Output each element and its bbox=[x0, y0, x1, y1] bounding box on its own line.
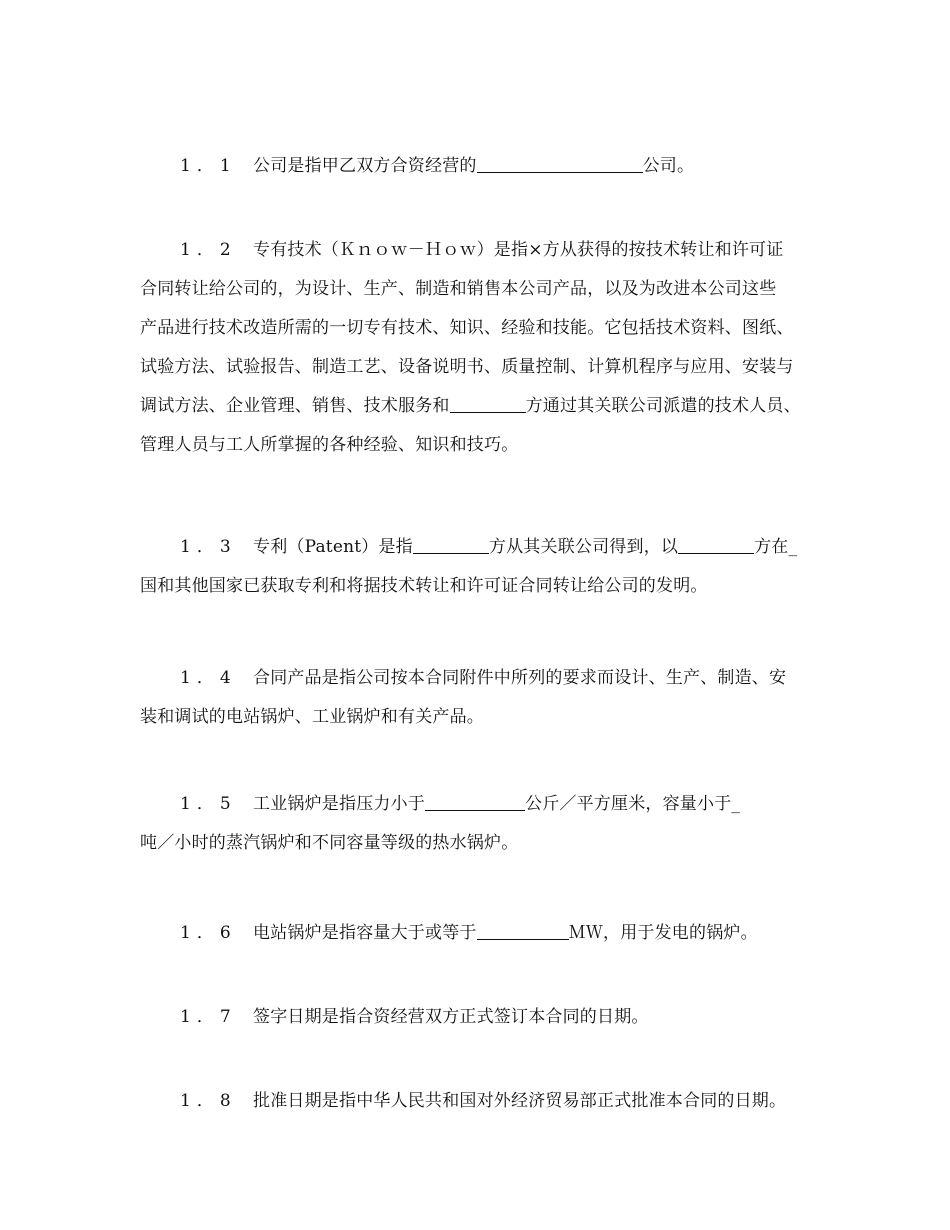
clause-1-2 bbox=[140, 231, 830, 465]
clause-text: 签字日期是指合资经营双方正式签订本合同的日期。 bbox=[253, 1007, 649, 1027]
clause-line bbox=[140, 824, 830, 863]
clause-text: 工业锅炉是指压力小于 bbox=[253, 794, 425, 814]
clause-text: 装和调试的电站锅炉、工业锅炉和有关产品。 bbox=[140, 707, 484, 727]
clause-text: 方在_ bbox=[754, 537, 798, 557]
clause-text: 专有技术（Ｋｎｏｗ－Ｈｏｗ）是指×方从获得的按技术转让和许可证 bbox=[253, 240, 784, 260]
fill-in-blank bbox=[477, 152, 643, 173]
clause-line bbox=[140, 698, 830, 737]
clause-line bbox=[140, 231, 830, 270]
clause-text: 专利（Patent）是指 bbox=[253, 537, 413, 557]
clause-text: 试验方法、试验报告、制造工艺、设备说明书、质量控制、计算机程序与应用、安装与 bbox=[140, 357, 794, 377]
fill-in-blank bbox=[678, 533, 754, 554]
clause-text: 方从其关联公司得到，以 bbox=[488, 537, 679, 557]
clause-line bbox=[140, 387, 830, 426]
clause-line bbox=[140, 309, 830, 348]
clause-text: 调试方法、企业管理、销售、技术服务和 bbox=[140, 396, 450, 416]
clause-text: 公司。 bbox=[642, 156, 695, 176]
clause-line bbox=[140, 426, 830, 465]
clause-text: 合同产品是指公司按本合同附件中所列的要求而设计、生产、制造、安 bbox=[253, 668, 787, 688]
clause-text: 国和其他国家已获取专利和将据技术转让和许可证合同转让给公司的发明。 bbox=[140, 576, 708, 596]
clause-number: 1．1 bbox=[180, 156, 237, 176]
clause-line bbox=[140, 348, 830, 387]
clause-number: 1．2 bbox=[180, 240, 237, 260]
clause-text: ＭＷ，用于发电的锅炉。 bbox=[568, 923, 758, 943]
clause-line bbox=[140, 1082, 830, 1121]
clause-text: 批准日期是指中华人民共和国对外经济贸易部正式批准本合同的日期。 bbox=[253, 1091, 787, 1111]
clause-text: 公司是指甲乙双方合资经营的 bbox=[253, 156, 477, 176]
clause-text: 方通过其关联公司派遣的技术人员、 bbox=[525, 396, 801, 416]
clause-text: 合同转让给公司的，为设计、生产、制造和销售本公司产品，以及为改进本公司这些 bbox=[140, 279, 777, 299]
clause-number: 1．7 bbox=[180, 1007, 237, 1027]
clause-line bbox=[140, 528, 830, 567]
clause-1-4 bbox=[140, 659, 830, 737]
clause-number: 1．5 bbox=[180, 794, 237, 814]
clause-text: 吨／小时的蒸汽锅炉和不同容量等级的热水锅炉。 bbox=[140, 833, 519, 853]
fill-in-blank bbox=[477, 919, 569, 940]
clause-1-6 bbox=[140, 914, 830, 953]
clause-line bbox=[140, 998, 830, 1037]
clause-1-8 bbox=[140, 1082, 830, 1121]
clause-1-7 bbox=[140, 998, 830, 1037]
clause-1-5 bbox=[140, 785, 830, 863]
fill-in-blank bbox=[450, 392, 526, 413]
clause-line bbox=[140, 659, 830, 698]
clause-number: 1．6 bbox=[180, 923, 237, 943]
clause-line bbox=[140, 914, 830, 953]
clause-line bbox=[140, 567, 830, 606]
clause-number: 1．8 bbox=[180, 1091, 237, 1111]
clause-text: 管理人员与工人所掌握的各种经验、知识和技巧。 bbox=[140, 435, 519, 455]
clause-number: 1．3 bbox=[180, 537, 237, 557]
clause-line bbox=[140, 147, 830, 186]
fill-in-blank bbox=[413, 533, 489, 554]
clause-number: 1．4 bbox=[180, 668, 237, 688]
clause-line bbox=[140, 785, 830, 824]
clause-1-1 bbox=[140, 147, 830, 186]
clause-text: 公斤／平方厘米，容量小于_ bbox=[525, 794, 741, 814]
fill-in-blank bbox=[425, 790, 525, 811]
clause-text: 电站锅炉是指容量大于或等于 bbox=[253, 923, 477, 943]
clause-text: 产品进行技术改造所需的一切专有技术、知识、经验和技能。它包括技术资料、图纸、 bbox=[140, 318, 794, 338]
clause-1-3 bbox=[140, 528, 830, 606]
clause-line bbox=[140, 270, 830, 309]
